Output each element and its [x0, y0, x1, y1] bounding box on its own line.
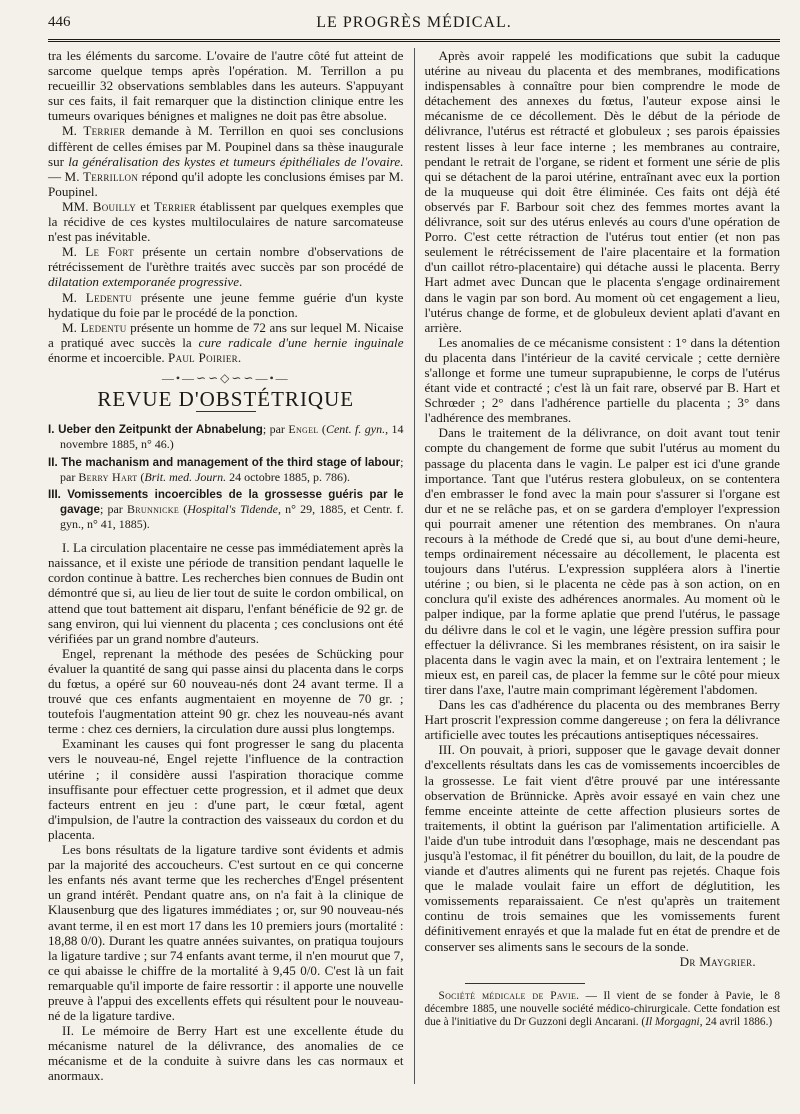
author-signature: Dr Maygrier.	[679, 953, 756, 969]
paragraph: I. La circulation placentaire ne cesse pas immédiatement après la naissance, et il existe une période de transition pendant laquelle le cordon continue à battre. Les recherches bien connues de Budin ont démontré que si, au lieu de lier tout de suite le cordon ombilical, on attend que tout battement ait disparu, l'enfant bénéficie de 92 gr. de sang environ, qui lui viennent du placenta ; ces conclusions ont été vérifiées par un grand nombre d'auteurs.	[48, 540, 404, 646]
author-signature: Paul Poirier.	[167, 349, 242, 365]
paragraph: M. Ledentu présente une jeune femme guérie d'un kyste hydatique du foie par le procédé de la ponction.	[48, 289, 404, 320]
reference-item: I. Ueber den Zeitpunkt der Abnabelung; par Engel (Cent. f. gyn., 14 novembre 1885, n° 46.)	[48, 422, 404, 452]
paragraph: Dans les cas d'adhérence du placenta ou des membranes Berry Hart proscrit l'expression comme dangereuse ; on fera la délivrance artificielle avec toutes les précautions antiseptiques nécessaires.	[424, 697, 780, 743]
header-rule	[48, 39, 780, 42]
right-column	[414, 48, 781, 1084]
paragraph: Engel, reprenant la méthode des pesées de Schücking pour évaluer la quantité de sang qui passe ainsi du placenta dans le corps du fœtus, a opéré sur 60 nouveau-nés dont 24 avant terme. Il a trouvé que ces enfants augmentaient en moyenne de 70 gr. ; toutefois l'augmentation atteint 90 gr. chez les nouveau-nés avant terme : chez ces derniers, la circulation dure aussi plus longtemps.	[48, 645, 404, 737]
paragraph: II. Le mémoire de Berry Hart est une excellente étude du mécanisme naturel de la délivrance, des anomalies de ce mécanisme et de la conduite à suivre dans les cas normaux et anormaux.	[48, 1023, 404, 1084]
reference-item: II. The machanism and management of the third stage of labour; par Berry Hart (Brit. med. Journ. 24 octobre 1885, p. 786).	[48, 455, 404, 485]
section-title: REVUE D'OBSTÉTRIQUE	[97, 387, 355, 412]
paragraph: Dans le traitement de la délivrance, on doit avant tout tenir compte du changement de forme que subit l'utérus au moment du passage du placenta dans le vagin. Le palper est ici d'une grande importance. Tant que l'utérus restera globuleux, on se contentera d'en embrasser le fond avec la main pour s'assurer si l'organe est dur et ne se relâche pas, et on se gardera d'employer l'expression qui pourrait amener une rétention des membranes. On n'aura recours à la méthode de Credé que si, au bout d'une demi-heure, temps ordinairement nécessaire au décollement, le placenta est toujours dans l'utérus. L'expression suppléera alors à l'inertie utérine ; ou bien, si le placenta ne cède pas à son action, on en conclura qu'il existe des adhérences anormales. Au moment où le palper indique, par la forme aplatie que prend l'utérus, le passage du délivre dans le col et le vagin, une légère pression suffira pour effectuer la délivrance. Si les membranes résistent, on ira saisir le placenta dans le vagin avec la main, et on l'extraira lentement ; le mieux est, en pareil cas, de placer la femme sur le côté pour mieux tirer dans l'axe, l'autre main comprimant légèrement l'abdomen.	[424, 425, 780, 697]
reference-item: III. Vomissements incoercibles de la grossesse guéris par le gavage; par Brunnicke (Hospital's Tidende, n° 29, 1885, et Centr. f. gyn., n° 41, 1885).	[48, 488, 404, 532]
reference-list	[48, 422, 404, 532]
paragraph: M. Terrier demande à M. Terrillon en quoi ses conclusions diffèrent de celles émises par M. Poupinel dans sa thèse inaugurale sur la généralisation des kystes et tumeurs épithéliales de l'ovaire. — M. Terrillon répond qu'il adopte les conclusions émises par M. Poupinel.	[48, 123, 404, 199]
paragraph: M. Le Fort présente un certain nombre d'observations de rétrécissement de l'urèthre traités avec succès par son procédé de dilatation extemporanée progressive.	[48, 244, 404, 290]
two-column-body	[48, 48, 780, 1084]
ornament-divider: —•—∽∽◇∽∽—•—	[161, 370, 290, 385]
left-column	[48, 48, 404, 1084]
page-number: 446	[48, 14, 71, 30]
paragraph: Les bons résultats de la ligature tardive sont évidents et admis par la majorité des accoucheurs. C'est surtout en ce qui concerne les enfants nés avant terme que les recherches d'Engel présentent un grand intérêt. Pendant quatre ans, on n'a fait à la clinique de Klausenburg que des ligatures immédiates ; or, sur 90 nouveau-nés avant terme, il en est mort 17 dans les 10 premiers jours (mortalité : 18,88 0/0). Durant les quatre années suivantes, on pratiqua toujours la ligature tardive ; sur 74 enfants avant terme, il n'en mourut que 7, ce qui abaisse le chiffre de la mortalité à 9,45 0/0. C'est là un fait remarquable qu'il importe de faire ressortir : il apporte une nouvelle preuve à l'appui des excellents effets qui résultent pour le nouveau-né de la ligature tardive.	[48, 842, 404, 1024]
paragraph: Examinant les causes qui font progresser le sang du placenta vers le nouveau-né, Engel rejette l'influence de la contraction utérine ; il considère aussi l'aspiration thoracique comme insuffisante pour effectuer cette progression, et il admet que deux facteurs entrent en jeu : d'une part, le cœur fœtal, agent d'impulsion, de l'autre la contraction des vaisseaux du cordon et du placenta.	[48, 736, 404, 842]
running-head	[48, 14, 780, 38]
title-rule	[196, 411, 256, 412]
journal-title: LE PROGRÈS MÉDICAL.	[316, 14, 512, 31]
paragraph: tra les éléments du sarcome. L'ovaire de l'autre côté fut atteint de sarcome quelque temps après l'opération. M. Terrillon a pu recueillir 32 observations semblables dans les auteurs. S'appuyant sur ces faits, il fait remarquer que la distinction clinique entre les tumeurs ovariques bénignes et malignes ne doit pas être absolue.	[48, 48, 404, 124]
news-note: Société médicale de Pavie. — Il vient de se fonder à Pavie, le 8 décembre 1885, une nouvelle société médico-chirurgicale. Cette fondation est due à l'initiative du Dr Guzzoni degli Ancarani. (Il Morgagni, 24 avril 1886.)	[424, 989, 781, 1028]
paragraph: Les anomalies de ce mécanisme consistent : 1° dans la détention du placenta dans l'intérieur de la cavité cervicale ; cette dernière s'allonge et forme une tumeur suprapubienne, le corps de l'utérus étant vide et contracté ; c'est là un fait rare, observé par B. Hart et Schrœder ; 2° dans l'adhérence partielle du placenta ; 3° dans l'adhérence des membranes.	[424, 334, 780, 426]
paragraph: Après avoir rappelé les modifications que subit la caduque utérine au niveau du placenta et des membranes, modifications indispensables à connaître pour bien comprendre le mode de détachement des annexes du fœtus, l'auteur expose ainsi le mécanisme de ce décollement. Dès le début de la période de délivrance, l'utérus est rétracté et globuleux ; ses parois épaissies restent lisses à leur face interne ; les membranes au contraire, pendant le retrait de l'organe, se rident et forment une série de plis qui se détachent de la paroi utérine, entraînant avec eux la portion de la muqueuse qui doit être éliminée. Ces faits ont déjà été observés par F. Barbour soit chez des femmes mortes avant la délivrance, soit sur des utérus enlevés au cours d'une opération de Porro. C'est cette rétraction de l'utérus tout entier (et non pas seulement le rétrécissement de l'aire placentaire et la formation d'un caillot rétro-placentaire) qui détache aussi le placenta. Berry Hart admet avec Duncan que le placenta s'engage ordinairement dans le vagin par son bord. Au moment où cet engagement a lieu, l'utérus change de forme, et de globuleux devient aplati d'avant en arrière.	[424, 48, 780, 335]
paragraph: MM. Bouilly et Terrier établissent par quelques exemples que la récidive de ces kystes multiloculaires de nature sarcomateuse n'est pas inévitable.	[48, 198, 404, 245]
paragraph: III. On pouvait, à priori, supposer que le gavage devait donner d'excellents résultats dans les cas de vomissements incoercibles de la grossesse. Le fait vient d'être prouvé par une intéressante observation de Brünnicke. Après avoir essayé en vain chez une femme enceinte atteinte de cette affection plusieurs sortes de traitements, il obtint la guérison par l'alimentation artificielle. A l'aide d'un tube introduit dans l'œsophage, mais ne descendant pas jusqu'à l'estomac, il fit pénétrer du bouillon, du lait, de la poudre de viande et d'autres aliments qui ne furent pas rejetés. Chaque fois que le malade voulait faire un effort de déglutition, les vomissements reparaissaient. Ce n'est qu'après un traitement continu de trois semaines que les vomissements furent définitivement enrayés et que la malade fut en état de prendre et de conserver ses aliments sans le secours de la sonde.	[424, 742, 780, 954]
paragraph: M. Ledentu présente un homme de 72 ans sur lequel M. Nicaise a pratiqué avec succès la cure radicale d'une hernie inguinale énorme et incoercible. Paul Poirier.	[48, 319, 404, 365]
footnote-rule	[465, 983, 585, 984]
